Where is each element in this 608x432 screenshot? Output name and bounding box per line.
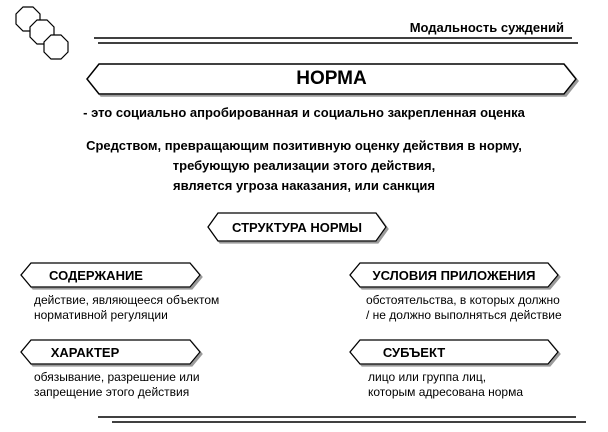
block-desc-line: / не должно выполняться действие bbox=[366, 308, 562, 322]
block-desc-line: которым адресована норма bbox=[368, 385, 523, 399]
block-label-content: СОДЕРЖАНИЕ bbox=[49, 268, 143, 283]
block-desc-conditions bbox=[366, 293, 562, 323]
sanction-line-2: требующую реализации этого действия, bbox=[172, 158, 436, 173]
sanction-line-3: является угроза наказания, или санкция bbox=[173, 178, 435, 193]
block-desc-subject bbox=[368, 370, 523, 400]
structure-title: СТРУКТУРА НОРМЫ bbox=[232, 220, 362, 235]
block-desc-line: обстоятельства, в которых должно bbox=[366, 293, 560, 307]
sanction-line-1: Средством, превращающим позитивную оценку действия в норму, bbox=[86, 138, 522, 153]
block-desc-line: нормативной регуляции bbox=[34, 308, 168, 322]
octagon-logo-icon bbox=[16, 7, 68, 59]
header-title: Модальность суждений bbox=[409, 20, 564, 35]
block-label-subject: СУБЪЕКТ bbox=[382, 345, 446, 360]
block-desc-line: лицо или группа лиц, bbox=[368, 370, 487, 384]
block-label-conditions: УСЛОВИЯ ПРИЛОЖЕНИЯ bbox=[372, 268, 536, 283]
block-label-character: ХАРАКТЕР bbox=[50, 345, 120, 360]
norm-definition: - это социально апробированная и социально закрепленная оценка bbox=[83, 105, 525, 120]
block-desc-character bbox=[34, 370, 200, 400]
block-desc-content bbox=[34, 293, 219, 323]
block-desc-line: обязывание, разрешение или bbox=[34, 370, 200, 384]
norm-title: НОРМА bbox=[296, 68, 367, 89]
block-desc-line: запрещение этого действия bbox=[34, 385, 190, 399]
block-desc-line: действие, являющееся объектом bbox=[34, 293, 220, 307]
